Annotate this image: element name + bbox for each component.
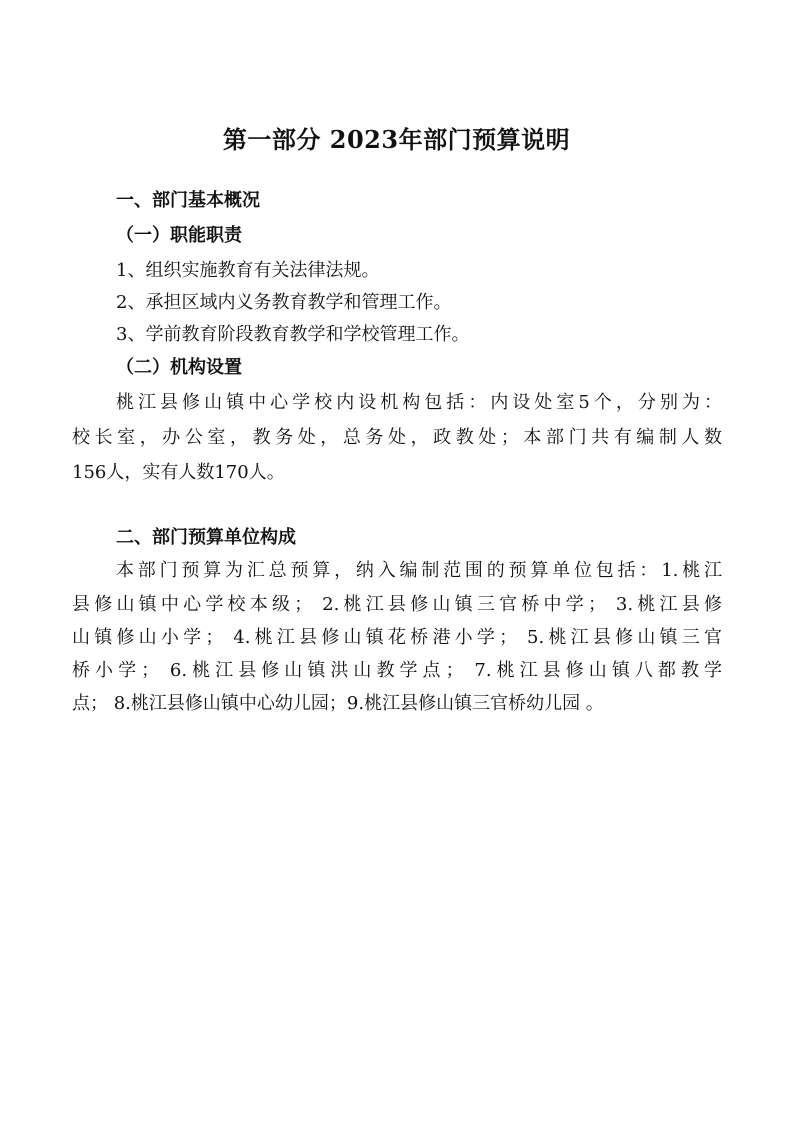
section-heading-budget-units: 二、部门预算单位构成 [116,527,296,548]
organization-paragraph-line: 156人，实有人数170人。 [72,462,285,483]
organization-paragraph-line: 校长室，办公室，教务处，总务处，政教处；本部门共有编制人数 [72,427,722,448]
function-item: 2、承担区域内义务教育教学和管理工作。 [116,292,452,313]
section-heading-basic-overview: 一、部门基本概况 [116,190,260,211]
function-item: 1、组织实施教育有关法律法规。 [116,260,380,281]
function-item: 3、学前教育阶段教育教学和学校管理工作。 [116,324,470,345]
budget-units-paragraph-line: 县修山镇中心学校本级； 2.桃江县修山镇三官桥中学； 3.桃江县修 [72,594,722,615]
budget-units-paragraph-line: 山镇修山小学； 4.桃江县修山镇花桥港小学； 5.桃江县修山镇三官 [72,627,722,648]
subsection-heading-functions: （一）职能职责 [116,225,242,246]
subsection-heading-organization: （二）机构设置 [116,357,242,378]
organization-paragraph-line: 桃江县修山镇中心学校内设机构包括：内设处室5个，分别为： [116,392,722,413]
page-title: 第一部分 2023年部门预算说明 [222,125,571,154]
budget-units-paragraph-line: 本部门预算为汇总预算，纳入编制范围的预算单位包括：1.桃江 [116,560,722,581]
budget-units-paragraph-line: 桥小学； 6.桃江县修山镇洪山教学点； 7.桃江县修山镇八都教学 [72,660,722,681]
budget-units-paragraph-line: 点； 8.桃江县修山镇中心幼儿园；9.桃江县修山镇三官桥幼儿园 。 [72,693,604,714]
